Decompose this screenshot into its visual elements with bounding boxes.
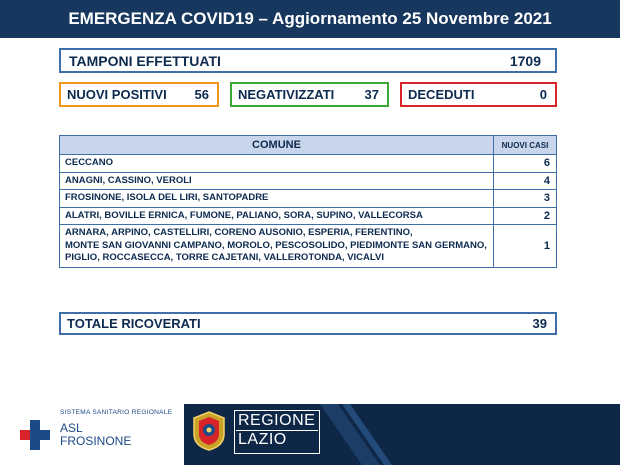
table-row <box>60 172 557 190</box>
asl-line1: ASL <box>60 421 83 435</box>
comune-cell: CECCANO <box>60 155 494 173</box>
asl-line2: FROSINONE <box>60 434 132 448</box>
deceduti-label: DECEDUTI <box>408 87 475 102</box>
table-row <box>60 225 557 268</box>
decorative-stripes <box>320 404 400 465</box>
casi-cell: 3 <box>494 190 557 208</box>
casi-cell: 4 <box>494 172 557 190</box>
asl-name <box>60 422 131 448</box>
ssr-text: SISTEMA SANITARIO REGIONALE <box>60 409 173 416</box>
comune-line: PIGLIO, ROCCASECCA, TORRE CAJETANI, VALLEROTONDA, VICALVI <box>65 252 384 263</box>
nuovi-casi-column-header: NUOVI CASI <box>494 136 557 155</box>
casi-cell: 6 <box>494 155 557 173</box>
negativizzati-label: NEGATIVIZZATI <box>238 87 335 102</box>
asl-logo <box>0 400 182 465</box>
table-row <box>60 155 557 173</box>
comune-line: ARNARA, ARPINO, CASTELLIRI, CORENO AUSONIO, ESPERIA, FERENTINO, <box>65 227 413 238</box>
totale-ricoverati-value: 39 <box>532 316 547 331</box>
casi-cell: 1 <box>494 225 557 268</box>
negativizzati-box <box>230 82 389 107</box>
comuni-table <box>59 135 557 268</box>
casi-cell: 2 <box>494 207 557 225</box>
table-row <box>60 207 557 225</box>
regione-lazio-banner <box>184 404 620 465</box>
totale-ricoverati-label: TOTALE RICOVERATI <box>67 316 201 331</box>
comune-cell <box>60 225 494 268</box>
comune-cell: FROSINONE, ISOLA DEL LIRI, SANTOPADRE <box>60 190 494 208</box>
nuovi-positivi-label: NUOVI POSITIVI <box>67 87 167 102</box>
nuovi-positivi-box <box>59 82 219 107</box>
tamponi-value: 1709 <box>509 52 541 69</box>
deceduti-box <box>400 82 557 107</box>
regione-name <box>236 412 318 449</box>
regione-emblem-icon <box>190 410 228 452</box>
page-title: EMERGENZA COVID19 – Aggiornamento 25 Novembre 2021 <box>68 9 552 28</box>
comune-cell: ANAGNI, CASSINO, VEROLI <box>60 172 494 190</box>
comune-line: MONTE SAN GIOVANNI CAMPANO, MOROLO, PESCOSOLIDO, PIEDIMONTE SAN GERMANO, <box>65 239 487 251</box>
nuovi-positivi-value: 56 <box>194 87 209 102</box>
regione-line1: REGIONE <box>236 412 318 431</box>
table-header-row <box>60 136 557 155</box>
table-row <box>60 190 557 208</box>
deceduti-value: 0 <box>539 87 547 102</box>
tamponi-label: TAMPONI EFFETTUATI <box>69 52 221 69</box>
tamponi-box <box>59 48 557 73</box>
comune-column-header: COMUNE <box>60 136 494 155</box>
comune-cell: ALATRI, BOVILLE ERNICA, FUMONE, PALIANO, SORA, SUPINO, VALLECORSA <box>60 207 494 225</box>
totale-ricoverati-box <box>59 312 557 335</box>
regione-line2: LAZIO <box>238 431 287 448</box>
page-header <box>0 0 620 38</box>
negativizzati-value: 37 <box>364 87 379 102</box>
health-cross-icon <box>18 418 52 452</box>
